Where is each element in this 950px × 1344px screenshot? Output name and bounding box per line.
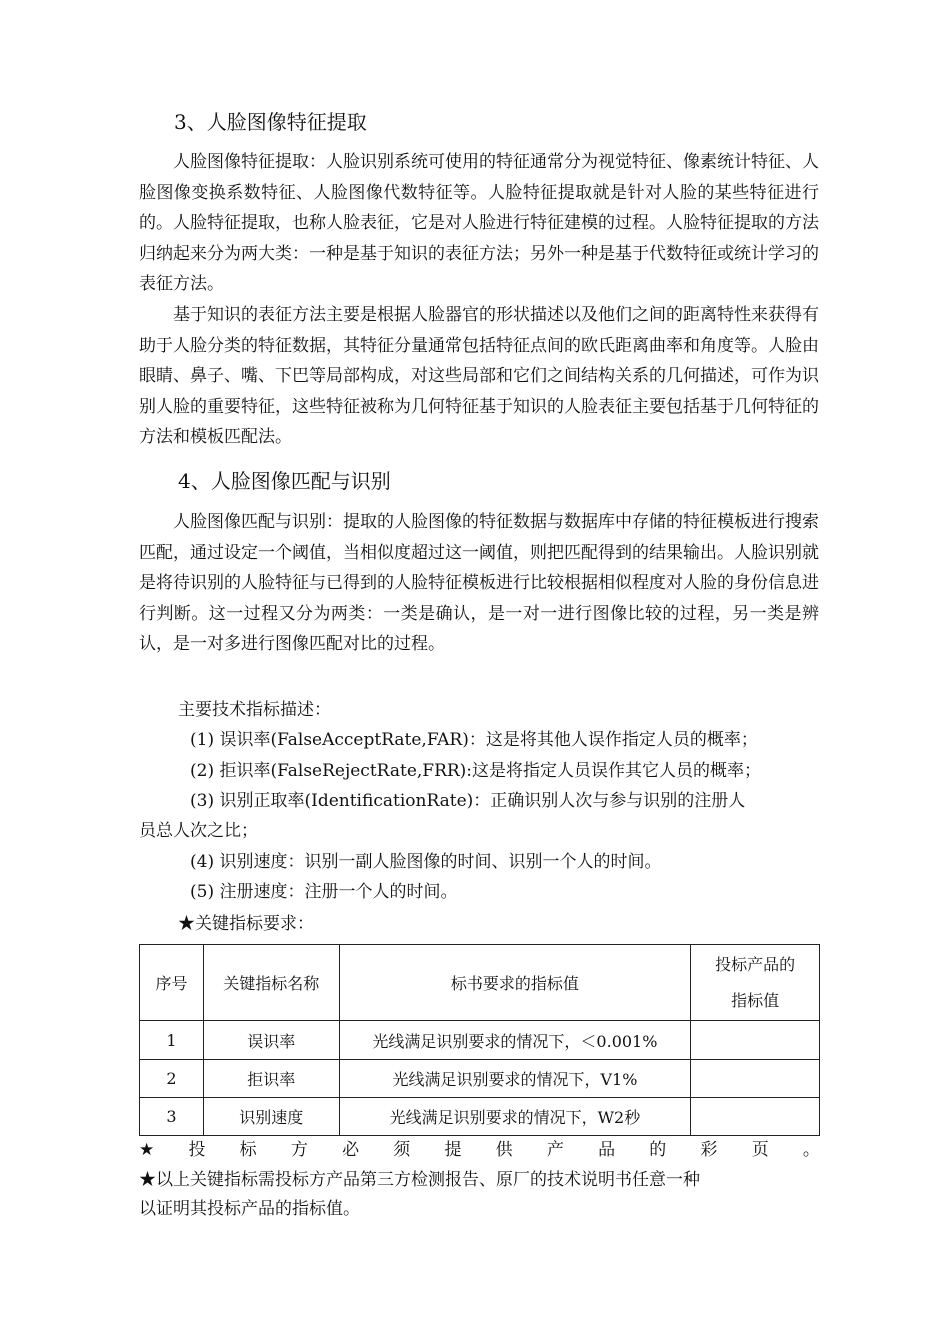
note-char: 。 (802, 1140, 820, 1160)
indicator-item: (2) 拒识率(FalseRejectRate,FRR):这是将指定人员误作其它人员的概率； (190, 761, 762, 781)
table-header-row (140, 945, 820, 1021)
cell-no: 2 (140, 1060, 204, 1098)
section4-heading: 4、人脸图像匹配与识别 (178, 469, 391, 493)
note-char: ★ (139, 1140, 155, 1160)
indicator-item: (5) 注册速度：注册一个人的时间。 (190, 882, 458, 902)
table-row (140, 1060, 820, 1098)
indicators-title: 主要技术指标描述： (178, 700, 331, 720)
section3-paragraph-1: 人脸图像特征提取：人脸识别系统可使用的特征通常分为视觉特征、像素统计特征、人脸图像变换系数特征、人脸图像代数特征等。人脸特征提取就是针对人脸的某些特征进行的。人脸特征提取，也称人脸表征，它是对人脸进行特征建模的过程。人脸特征提取的方法归纳起来分为两大类：一种是基于知识的表征方法；另外一种是基于代数特征或统计学习的表征方法。 (139, 152, 819, 295)
note-char: 标 (239, 1140, 257, 1160)
cell-bid (691, 1060, 820, 1098)
note-char: 须 (393, 1140, 411, 1160)
indicator-item-continued: 员总人次之比； (139, 821, 258, 841)
cell-required: 光线满足识别要求的情况下，W2秒 (339, 1098, 690, 1136)
note-char: 品 (598, 1140, 616, 1160)
header-name: 关键指标名称 (203, 945, 339, 1021)
cell-no: 1 (140, 1021, 204, 1060)
cell-name: 误识率 (203, 1021, 339, 1060)
cell-required: 光线满足识别要求的情况下，＜0.001% (339, 1021, 690, 1060)
note-char: 彩 (700, 1140, 718, 1160)
section3-paragraph-2: 基于知识的表征方法主要是根据人脸器官的形状描述以及他们之间的距离特性来获得有助于人脸分类的特征数据，其特征分量通常包括特征点间的欧氏距离曲率和角度等。人脸由眼睛、鼻子、嘴、下巴等局部构成，对这些局部和它们之间结构关系的几何描述，可作为识别人脸的重要特征，这些特征被称为几何特征基于知识的人脸表征主要包括基于几何特征的方法和模板匹配法。 (139, 305, 819, 448)
section4-paragraph: 人脸图像匹配与识别：提取的人脸图像的特征数据与数据库中存储的特征模板进行搜索匹配，通过设定一个阈值，当相似度超过这一阈值，则把匹配得到的结果输出。人脸识别就是将待识别的人脸特征与已得到的人脸特征模板进行比较根据相似程度对人脸的身份信息进行判断。这一过程又分为两类：一类是确认，是一对一进行图像比较的过程，另一类是辨认，是一对多进行图像匹配对比的过程。 (139, 512, 819, 655)
table-row (140, 1098, 820, 1136)
note-char: 投 (188, 1140, 206, 1160)
note-char: 的 (649, 1140, 667, 1160)
note-char: 提 (444, 1140, 462, 1160)
header-no: 序号 (140, 945, 204, 1021)
report-note-line-continued: 以证明其投标产品的指标值。 (139, 1199, 360, 1219)
report-note-line: ★以上关键指标需投标方产品第三方检测报告、原厂的技术说明书任意一种 (139, 1170, 700, 1190)
cell-required: 光线满足识别要求的情况下，V1% (339, 1060, 690, 1098)
note-char: 必 (342, 1140, 360, 1160)
header-bid (691, 945, 820, 1021)
cell-no: 3 (140, 1098, 204, 1136)
indicator-item: (1) 误识率(FalseAcceptRate,FAR)：这是将其他人误作指定人员的概率； (190, 730, 758, 750)
cell-name: 识别速度 (203, 1098, 339, 1136)
table-row (140, 1021, 820, 1060)
color-page-note (139, 1136, 820, 1164)
note-char: 供 (495, 1140, 513, 1160)
key-indicators-title: ★关键指标要求： (178, 914, 314, 934)
header-bid-line2: 指标值 (731, 990, 780, 1010)
section3-heading: 3、人脸图像特征提取 (174, 110, 367, 134)
indicator-item: (4) 识别速度：识别一副人脸图像的时间、识别一个人的时间。 (190, 852, 662, 872)
header-bid-line1: 投标产品的 (715, 954, 796, 974)
cell-name: 拒识率 (203, 1060, 339, 1098)
header-required: 标书要求的指标值 (339, 945, 690, 1021)
note-char: 页 (751, 1140, 769, 1160)
note-char: 方 (290, 1140, 308, 1160)
cell-bid (691, 1021, 820, 1060)
key-indicators-table (139, 944, 820, 1136)
note-char: 产 (546, 1140, 564, 1160)
indicator-item: (3) 识别正取率(IdentificationRate)：正确识别人次与参与识别的注册人 (190, 791, 746, 811)
cell-bid (691, 1098, 820, 1136)
